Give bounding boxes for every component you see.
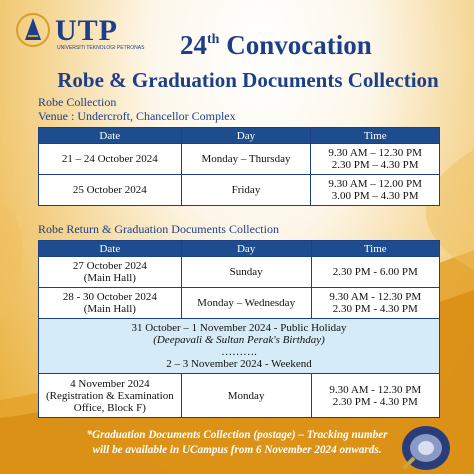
- table-row: [39, 374, 440, 418]
- cell-date: [39, 288, 182, 319]
- cell-day: Monday – Wednesday: [181, 288, 311, 319]
- date-line: (Main Hall): [83, 303, 136, 315]
- table-header-row: [39, 241, 440, 257]
- cell-day: Monday – Thursday: [181, 144, 311, 175]
- graduation-seal-icon: [394, 418, 454, 474]
- cell-day: Monday: [181, 374, 311, 418]
- cell-date: [39, 257, 182, 288]
- column-header-time: Time: [311, 128, 440, 144]
- cell-date: 25 October 2024: [39, 175, 182, 206]
- return-collection-table: [38, 240, 440, 418]
- cell-day: Sunday: [181, 257, 311, 288]
- date-line: (Registration & Examination: [46, 389, 174, 402]
- time-line: 3.00 PM – 4.30 PM: [331, 190, 419, 202]
- title-event: Convocation: [226, 30, 372, 60]
- cell-day: Friday: [181, 175, 311, 206]
- time-line: 9.30 AM - 12.30 PM: [329, 291, 422, 303]
- column-header-day: Day: [181, 128, 311, 144]
- time-line: 2.30 PM - 4.30 PM: [332, 395, 418, 408]
- column-header-day: Day: [181, 241, 311, 257]
- title-suffix: th: [207, 32, 220, 47]
- date-line: Office, Block F): [73, 401, 146, 414]
- cell-time: [311, 374, 439, 418]
- footer-line: *Graduation Documents Collection (postage) – Tracking number: [86, 429, 388, 441]
- time-line: 2.30 PM – 4.30 PM: [331, 159, 419, 171]
- date-line: 4 November 2024: [70, 377, 150, 390]
- return-collection-heading: Robe Return & Graduation Documents Collection: [38, 222, 279, 236]
- cell-time: 2.30 PM - 6.00 PM: [311, 257, 439, 288]
- table-row: [39, 288, 440, 319]
- cell-time: [311, 288, 439, 319]
- time-line: 9.30 AM – 12.30 PM: [328, 147, 422, 159]
- holiday-line: 31 October – 1 November 2024 - Public Holiday: [131, 322, 347, 334]
- weekend-line: 2 – 3 November 2024 - Weekend: [166, 358, 312, 370]
- robe-collection-heading: Robe Collection: [38, 95, 117, 109]
- robe-collection-table: [38, 127, 440, 206]
- date-line: 27 October 2024: [72, 260, 147, 272]
- cell-time: [311, 144, 440, 175]
- time-line: 2.30 PM - 4.30 PM: [332, 303, 418, 315]
- table-row: [39, 257, 440, 288]
- holiday-dots: ……….: [221, 346, 257, 358]
- cell-date: 21 – 24 October 2024: [39, 144, 182, 175]
- cell-date: [39, 374, 182, 418]
- robe-collection-venue: Venue : Undercroft, Chancellor Complex: [38, 109, 236, 123]
- holiday-cell: [39, 319, 440, 374]
- title-ordinal: 24: [180, 30, 207, 60]
- logo-subtext: UNIVERSITI TEKNOLOGI PETRONAS: [57, 45, 145, 51]
- table-row: [39, 144, 440, 175]
- table-header-row: [39, 128, 440, 144]
- table-row: [39, 175, 440, 206]
- logo-text: UTP: [55, 14, 118, 47]
- cell-time: [311, 175, 440, 206]
- date-line: 28 - 30 October 2024: [62, 291, 157, 303]
- page-subtitle: Robe & Graduation Documents Collection: [57, 68, 439, 92]
- time-line: 9.30 AM - 12.30 PM: [329, 383, 422, 396]
- time-line: 9.30 AM – 12.00 PM: [328, 178, 422, 190]
- column-header-time: Time: [311, 241, 439, 257]
- page-title: [180, 30, 372, 61]
- footer-line: will be available in UCampus from 6 November 2024 onwards.: [92, 444, 382, 456]
- holiday-row: [39, 319, 440, 374]
- holiday-note: (Deepavali & Sultan Perak's Birthday): [153, 334, 325, 346]
- column-header-date: Date: [39, 128, 182, 144]
- date-line: (Main Hall): [83, 272, 136, 284]
- utp-logo-icon: [15, 10, 51, 50]
- column-header-date: Date: [39, 241, 182, 257]
- utp-logo: [15, 10, 195, 50]
